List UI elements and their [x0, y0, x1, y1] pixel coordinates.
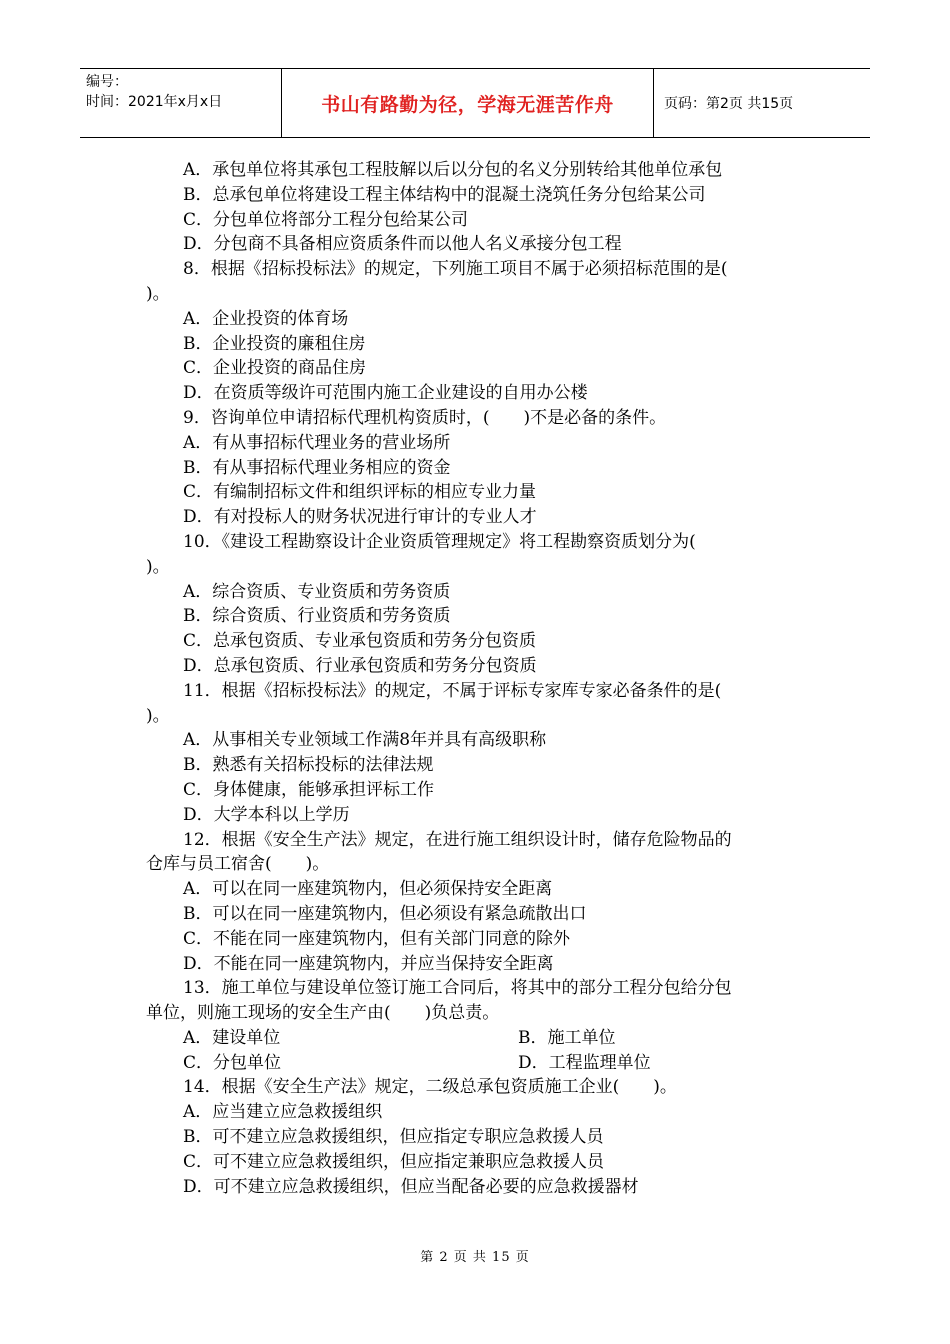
option-line: C．可不建立应急救援组织，但应指定兼职应急救援人员 — [183, 1151, 605, 1172]
option-c: C．分包单位 — [183, 1052, 282, 1073]
option-line: B．有从事招标代理业务相应的资金 — [183, 457, 451, 478]
question-10-cont: )。 — [146, 556, 170, 577]
page-header — [80, 68, 870, 138]
option-line: D．不能在同一座建筑物内，并应当保持安全距离 — [183, 953, 554, 974]
option-line: A．可以在同一座建筑物内，但必须保持安全距离 — [183, 879, 553, 900]
page-footer: 第 2 页 共 15 页 — [420, 1250, 530, 1265]
document-date: 时间：2021年x月x日 — [86, 94, 223, 110]
option-row — [146, 1026, 806, 1051]
question-10: 10．《建设工程勘察设计企业资质管理规定》将工程勘察资质划分为( — [183, 531, 696, 552]
question-9: 9．咨询单位申请招标代理机构资质时，( )不是必备的条件。 — [183, 407, 667, 428]
option-row — [146, 1051, 806, 1076]
question-11-cont: )。 — [146, 705, 170, 726]
option-line: C．不能在同一座建筑物内，但有关部门同意的除外 — [183, 928, 571, 949]
question-14: 14．根据《安全生产法》规定，二级总承包资质施工企业( )。 — [183, 1077, 677, 1098]
question-11: 11．根据《招标投标法》的规定，不属于评标专家库专家必备条件的是( — [183, 680, 722, 701]
option-line: B．熟悉有关招标投标的法律法规 — [183, 755, 434, 776]
option-a: A．建设单位 — [183, 1027, 281, 1048]
question-13-cont: 单位，则施工现场的安全生产由( )负总责。 — [146, 1003, 500, 1024]
option-line: B．企业投资的廉租住房 — [183, 333, 366, 354]
option-line: C．有编制招标文件和组织评标的相应专业力量 — [183, 482, 537, 503]
question-8: 8．根据《招标投标法》的规定，下列施工项目不属于必须招标范围的是( — [183, 259, 728, 280]
option-line: D．总承包资质、行业承包资质和劳务分包资质 — [183, 655, 537, 676]
option-line: C．企业投资的商品住房 — [183, 358, 367, 379]
question-13: 13．施工单位与建设单位签订施工合同后，将其中的部分工程分包给分包 — [183, 978, 732, 999]
question-8-cont: )。 — [146, 283, 170, 304]
option-line: A．企业投资的体育场 — [183, 308, 349, 329]
option-line: D．大学本科以上学历 — [183, 804, 350, 825]
option-line: A．从事相关专业领域工作满8年并具有高级职称 — [183, 730, 547, 751]
option-line: A．有从事招标代理业务的营业场所 — [183, 432, 451, 453]
option-line: A．承包单位将其承包工程肢解以后以分包的名义分别转给其他单位承包 — [183, 160, 723, 180]
option-line: A．应当建立应急救援组织 — [183, 1102, 383, 1123]
option-line: B．综合资质、行业资质和劳务资质 — [183, 606, 451, 627]
question-content — [146, 158, 806, 1199]
option-b: B．施工单位 — [518, 1027, 616, 1048]
option-line: D．分包商不具备相应资质条件而以他人名义承接分包工程 — [183, 234, 622, 255]
question-12: 12．根据《安全生产法》规定，在进行施工组织设计时，储存危险物品的 — [183, 829, 732, 850]
option-line: B．可以在同一座建筑物内，但必须设有紧急疏散出口 — [183, 903, 587, 924]
option-d: D．工程监理单位 — [518, 1052, 651, 1073]
option-line: B．总承包单位将建设工程主体结构中的混凝土浇筑任务分包给某公司 — [183, 184, 706, 205]
option-line: C．总承包资质、专业承包资质和劳务分包资质 — [183, 631, 537, 652]
option-line: C．身体健康，能够承担评标工作 — [183, 779, 435, 800]
option-line: D．可不建立应急救援组织，但应当配备必要的应急救援器材 — [183, 1176, 639, 1197]
option-line: D．在资质等级许可范围内施工企业建设的自用办公楼 — [183, 383, 588, 404]
option-line: A．综合资质、专业资质和劳务资质 — [183, 581, 451, 602]
option-line: B．可不建立应急救援组织，但应指定专职应急救援人员 — [183, 1127, 604, 1148]
question-12-cont: 仓库与员工宿舍( )。 — [146, 854, 330, 875]
header-left-cell — [80, 69, 282, 137]
document-number-label: 编号： — [86, 74, 128, 90]
option-line: D．有对投标人的财务状况进行审计的专业人才 — [183, 507, 537, 528]
option-line: C．分包单位将部分工程分包给某公司 — [183, 209, 469, 230]
header-motto: 书山有路勤为径，学海无涯苦作舟 — [282, 69, 654, 137]
header-page-number: 页码：第2页 共15页 — [664, 96, 794, 112]
